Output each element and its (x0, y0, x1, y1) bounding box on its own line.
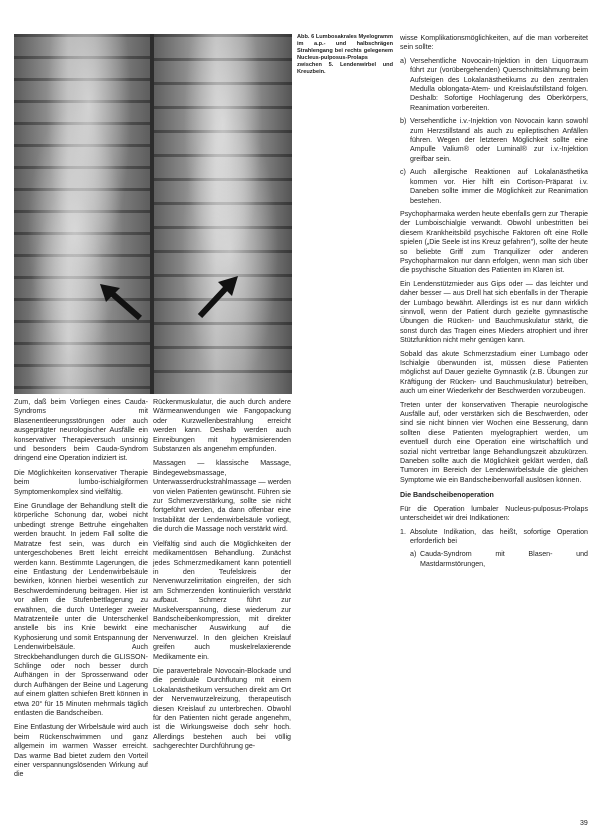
paragraph: Die paravertebrale Novocain-Blockade und die periduale Durchflutung mit einem Lokalanästhetikum versuchen direkt am Ort der Nervenwurzelreizung, therapeutisch diesen Kreislauf zu unterbrechen. Obwohl für den Patienten nicht gerade angenehm, ist die Wirkungsweise doch sehr hoch. Allerdings bestehen auch bei völlig sachgerechter Durchführung ge- (153, 666, 291, 751)
page-number: 39 (580, 820, 588, 827)
paragraph: Zum, daß beim Vorliegen eines Cauda-Syndroms mit Blasenentleerungsstörungen oder auch ausgeprägter neurologischer Ausfälle ein konservativer Therapieversuch unsinnig und besonders beim Cauda-Syndrom dringend eine Operation indiziert ist. (14, 398, 148, 463)
paragraph: Treten unter der konservativen Therapie neurologische Ausfälle auf, oder verstärken sich die Beschwerden, oder sind sie nicht binnen vier Wochen eine Besserung, dann sollten diese Patienten myelographiert werden, um eventuell durch eine Operation eine wirtschaftlich und sozial nicht vertretbar lange Behandlungszeit abzukürzen. Daneben sollte auch die Möglichkeit geklärt werden, daß Tumoren im Bereich der Lendenwirbelsäule die gleichen Symptome wie ein Bandscheibenvorfall auslösen können. (400, 400, 588, 484)
paragraph: Rückenmuskulatur, die auch durch andere Wärmeanwendungen wie Fangopackung oder Kurzwellenbestrahlung erreicht werden kann. Deshalb werden auch Einreibungen mit hyperämisierenden Substanzen als angenehm empfunden. (153, 398, 291, 454)
section-heading: Die Bandscheibenoperation (400, 491, 494, 500)
paragraph: Die Möglichkeiten konservativer Therapie beim lumbo-ischialgiformen Symptomenkomplex sind vielfältig. (14, 468, 148, 496)
paragraph: Massagen — klassische Massage, Bindegewebsmassage, Unterwasserdruckstrahlmassage — werden von vielen Patienten gewünscht. Führen sie zur Schmerzverstärkung, sollte sie nicht fortgeführt werden, da dann offenbar eine Instabilität der Lendenwirbelsäule vorliegt, die durch die Massage noch verstärkt wird. (153, 459, 291, 534)
paragraph: wisse Komplikationsmöglichkeiten, auf die man vorbereitet sein sollte: (400, 34, 588, 52)
list-marker: c) (400, 168, 406, 177)
list-text: Absolute Indikation, das heißt, sofortige Operation erforderlich bei (410, 527, 588, 545)
xray-ap-view (14, 34, 150, 394)
list-marker: b) (400, 117, 407, 126)
paragraph: Vielfältig sind auch die Möglichkeiten der medikamentösen Behandlung. Zunächst jedes Schmerzmedikament kann potentiell in den Teufelskreis der Nervenwurzelirritation eingreifen, der sich am Schmerzenden kontinuierlich verstärkt aufbaut. Schmerz führt zur Muskelverspannung, diese wiederum zur Bandscheibenkompression, mit direkter mechanischer Auswirkung auf die Nervenwurzel. In den gleichen Kreislauf greifen auch muskelrelaxierende Medikamente ein. (153, 539, 291, 661)
list-text: Auch allergische Reaktionen auf Lokalanästhetika kommen vor. Hier hilft ein Cortison-Präparat i.v. Daneben sollte immer die Möglichkeit zur Reanimation bestehen. (410, 168, 588, 205)
column-2 (153, 398, 291, 757)
arrow-icon-left (98, 282, 144, 322)
list-item (400, 57, 588, 113)
numbered-item (400, 528, 588, 547)
column-3 (400, 34, 588, 569)
list-marker: 1. (400, 527, 406, 536)
list-item (400, 117, 588, 164)
list-marker: a) (400, 56, 407, 65)
paragraph: Psychopharmaka werden heute ebenfalls gern zur Therapie der Lumboischialgie verwandt. Obwohl unbestritten bei diesem Krankheitsbild psychische Faktoren oft eine Rolle spielen („Die Seele ist ins Kreuz gefahren"), sollte der heute so beliebte Griff zum Tranquilizer oder anderen Psychopharmakon nur dann erfolgen, wenn man sich über die psychische Situation des Patienten im Klaren ist. (400, 209, 588, 275)
arrow-icon-right (194, 274, 240, 320)
sub-item (410, 550, 588, 569)
paragraph: Eine Grundlage der Behandlung stellt die körperliche Schonung dar, wobei nicht unbedingt strenge Bettruhe eingehalten werden braucht. In jedem Fall sollte die Matratze fest sein, was durch ein untergeschobenes Brett leicht erreicht werden kann. Bestimmte Lagerungen, die eine Entlastung der Lendenwirbelsäule bewirken, können hierbei wesentlich zur Beschwerdeminderung beitragen. Hier ist vor allem die Stufenbettlagerung zu erwähnen, die durch Unterleger zweier Matratzenteile unter die Unterschenkel anstelle bis ins Knie bewirkt eine Kyphosierung und somit Entspannung der Lendenwirbelsäule. Auch Streckbehandlungen durch die GLISSON-Schlinge oder noch besser durch Aufhängen in der Sprossenwand oder durch Aufhängen der Beine und Lagerung auf einem glatten schiefen Brett können in etwa 20° für 15 Minuten mehrmals täglich entlasten die Bandscheiben. (14, 502, 148, 717)
myelogram-figure (14, 34, 292, 394)
paragraph: Ein Lendenstützmieder aus Gips oder — das leichter und daher besser — aus Drell hat sich ebenfalls in der Therapie der Lumbago bewährt. Allerdings ist es nur dann wirklich sinnvoll, wenn der Patient durch gezielte gymnastische Übungen die Rücken- und Bauchmuskulatur stärkt, die sonst durch das Tragen eines Mieders atrophiert und ihrer Stützfunktion nicht mehr genügen kann. (400, 279, 588, 345)
list-text: Versehentliche Novocain-Injektion in den Liquorraum führt zur (vorübergehenden) Querschnittslähmung beim Aufsteigen des Lokalanästhetikums zu den zentralen Medulla oblongata-Atem- und Kreislaufstillstand folgen. Deshalb: Sofortige Hochlagerung des Oberkörpers, Reanimation vorbereiten. (410, 56, 588, 112)
list-item (400, 168, 588, 206)
list-text: Cauda-Syndrom mit Blasen- und Mastdarmstörungen, (420, 550, 588, 568)
paragraph: Eine Entlastung der Wirbelsäule wird auch beim Rückenschwimmen und ganz allgemein im warmen Wasser erreicht. Das warme Bad bietet zudem den Vorteil einer verspannungslösenden Wirkung auf die (14, 723, 148, 779)
list-marker: a) (410, 550, 417, 559)
list-text: Versehentliche i.v.-Injektion von Novocain kann sowohl zum Herzstillstand als auch zu epileptischen Anfällen führen. Wegen der letzteren Möglichkeit sollte eine Ampulle Valium® oder Luminal® zur i.v.-Injektion greifbar sein. (410, 117, 588, 163)
figure-caption: Abb. 6 Lumbosakrales Myelogramm im a.p.- und halbschrägen Strahlengang bei rechts gelegenem Nucleus-pulposus-Prolaps zwischen 5. Lendenwirbel und Kreuzbein. (297, 34, 393, 75)
column-1 (14, 398, 148, 785)
paragraph: Für die Operation lumbaler Nucleus-pulposus-Prolaps unterscheidet wir drei Indikationen: (400, 504, 588, 523)
xray-oblique-view (154, 34, 292, 394)
paragraph: Sobald das akute Schmerzstadium einer Lumbago oder Ischialgie überwunden ist, müssen diese Patienten möglichst auf Dauer gezielte Gymnastik (z.B. Übungen zur Kräftigung der Rücken- und Bauchmuskulatur) betreiben, auch um einer Wiederkehr der Beschwerden vorzubeugen. (400, 349, 588, 396)
